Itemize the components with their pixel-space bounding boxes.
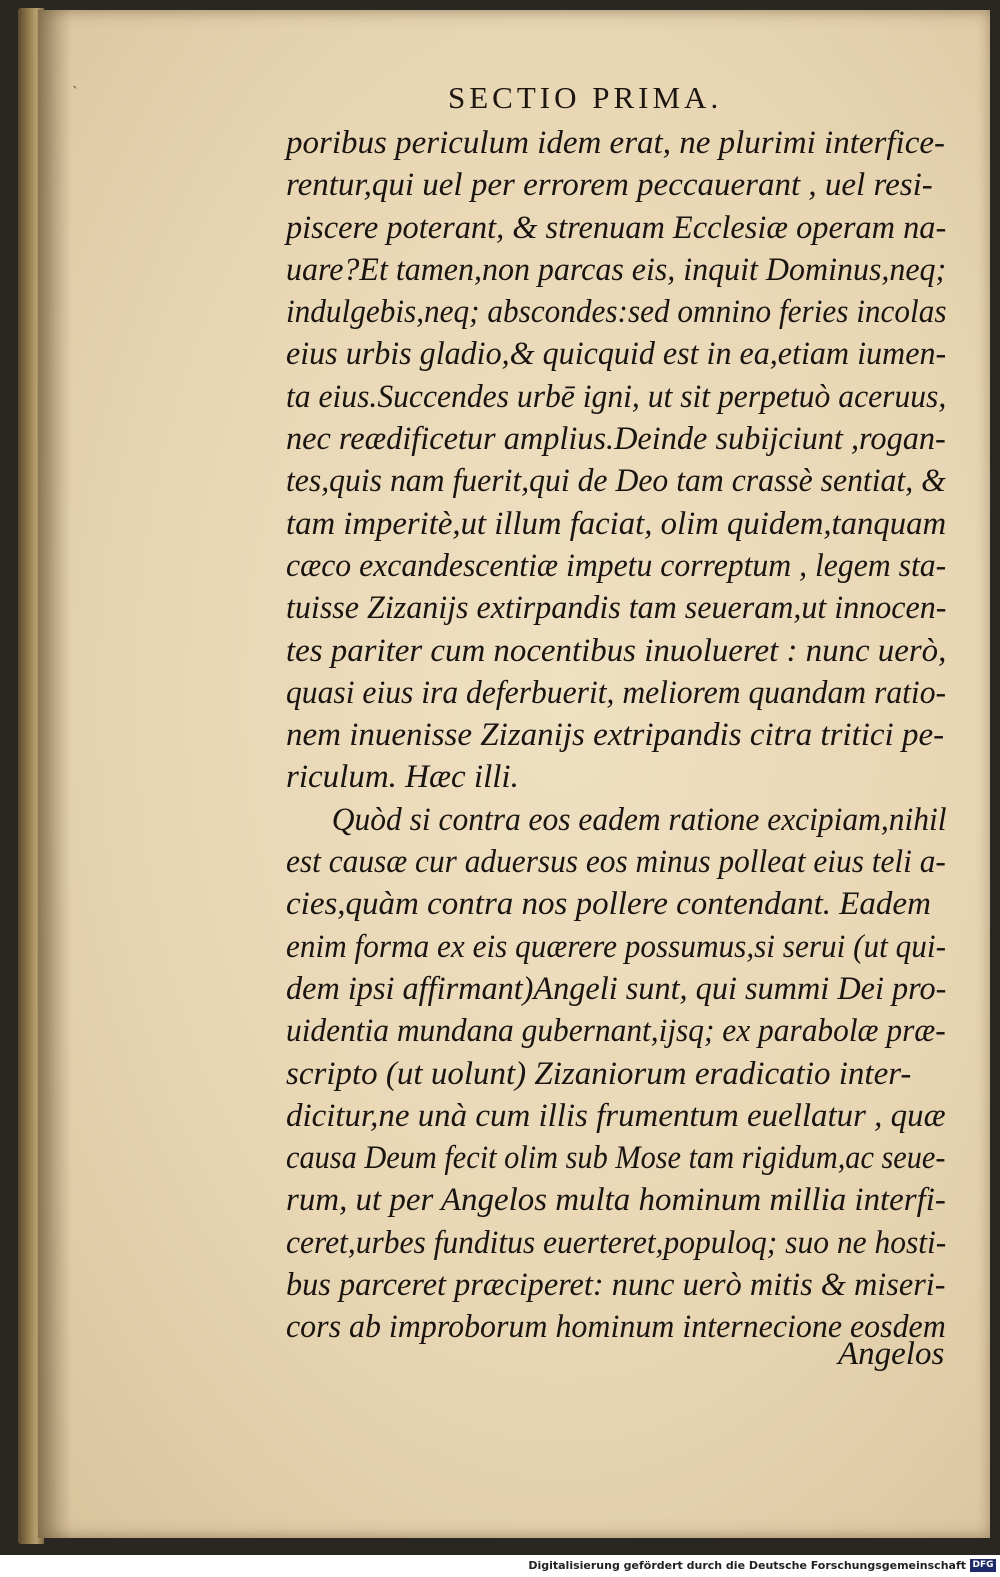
text-line: tes pariter cum nocentibus inuolueret : nunc uerò, [286, 632, 947, 669]
text-line: rentur,qui uel per errorem peccauerant , uel resi- [286, 167, 933, 204]
text-line: tam imperitè,ut illum faciat, olim quidem,tanquam [286, 505, 947, 542]
text-line: est causæ cur aduersus eos minus polleat eius teli a- [286, 844, 946, 881]
running-head: SECTIO PRIMA. [448, 80, 723, 115]
text-line: rum, ut per Angelos multa hominum millia interfi- [286, 1182, 946, 1219]
text-line: eius urbis gladio,& quicquid est in ea,etiam iumen- [286, 336, 947, 373]
footer-bar [0, 1555, 1000, 1577]
text-line: indulgebis,neq; abscondes:sed omnino feries incolas [286, 294, 947, 331]
text-line: cies,quàm contra nos pollere contendant. Eadem [286, 886, 931, 923]
text-line: riculum. Hæc illi. [286, 759, 519, 796]
text-line: scripto (ut uolunt) Zizaniorum eradicatio inter- [286, 1055, 912, 1092]
text-line: causa Deum fecit olim sub Mose tam rigidum,ac seue- [286, 1140, 946, 1177]
text-line: nem inuenisse Zizanijs extripandis citra tritici pe- [286, 717, 945, 754]
text-line: bus parceret præciperet: nunc uerò mitis & miseri- [286, 1267, 946, 1304]
text-line: dicitur,ne unà cum illis frumentum euellatur , quæ [286, 1097, 946, 1134]
text-line: cors ab improborum hominum internecione eosdem [286, 1309, 946, 1346]
text-line: cæco excandescentiæ impetu correptum , legem sta- [286, 547, 947, 584]
catchword: Angelos [838, 1336, 945, 1372]
page-gutter-shadow [38, 10, 72, 1538]
text-line: nec reædificetur amplius.Deinde subijciunt ,rogan- [286, 421, 946, 458]
paragraph-first-line: Quòd si contra eos eadem ratione excipiam,nihil [331, 801, 947, 838]
text-line: tuisse Zizanijs extirpandis tam seueram,ut innocen- [286, 590, 947, 627]
text-line: uare?Et tamen,non parcas eis, inquit Dominus,neq; [286, 251, 947, 288]
dfg-logo: DFG [970, 1559, 996, 1572]
text-line: ceret,urbes funditus euerteret,populoq; suo ne hosti- [286, 1224, 947, 1261]
ink-speck: ˋ [72, 85, 79, 101]
text-line: piscere poterant, & strenuam Ecclesiæ operam na- [286, 209, 947, 246]
text-line: poribus periculum idem erat, ne plurimi interfice- [286, 125, 945, 161]
text-line: enim forma ex eis quærere possumus,si serui (ut qui- [286, 928, 946, 965]
text-block [286, 122, 966, 1349]
text-line: dem ipsi affirmant)Angeli sunt, qui summi Dei pro- [286, 970, 947, 1007]
text-line: quasi eius ira deferbuerit, meliorem quandam ratio- [286, 674, 947, 711]
funding-notice: Digitalisierung gefördert durch die Deutsche Forschungsgemeinschaft [528, 1559, 966, 1572]
text-line: uidentia mundana gubernant,ijsq; ex parabolæ præ- [286, 1013, 946, 1050]
text-line: ta eius.Succendes urbē igni, ut sit perpetuò aceruus, [286, 378, 947, 415]
text-line: tes,quis nam fuerit,qui de Deo tam crassè sentiat, & [286, 463, 946, 500]
